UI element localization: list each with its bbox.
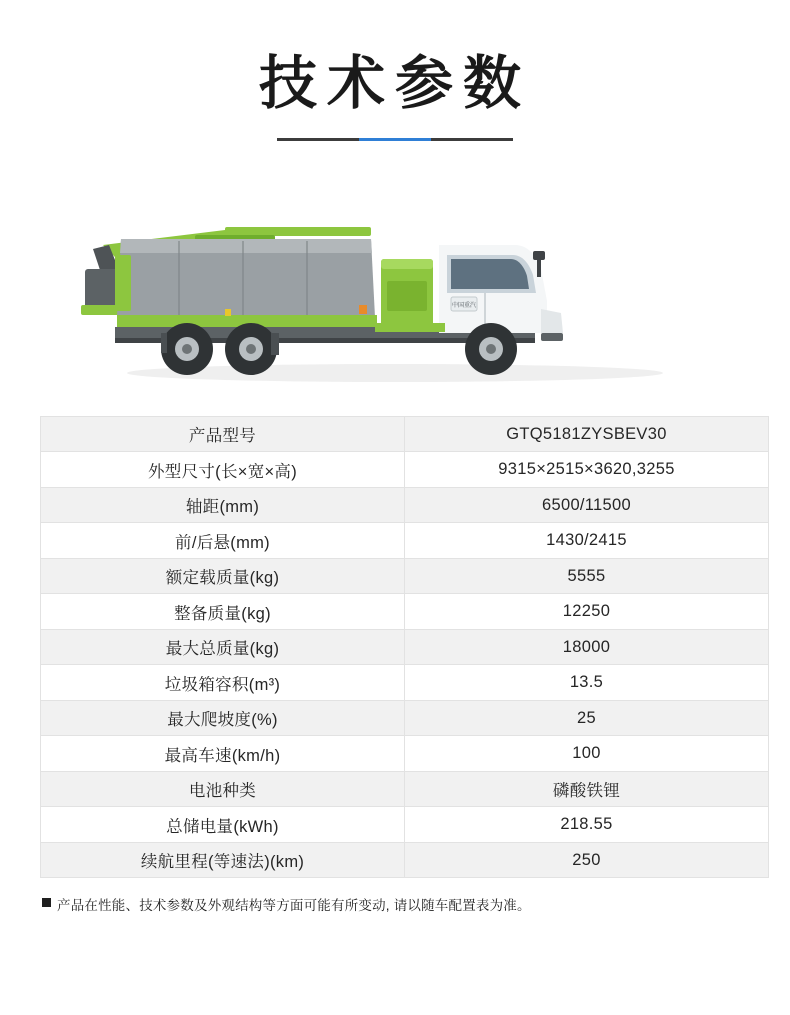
table-row (41, 665, 769, 701)
spec-value: 12250 (405, 594, 769, 630)
spec-value: 250 (405, 842, 769, 878)
spec-value: 100 (405, 736, 769, 772)
spec-key: 最大总质量(kg) (41, 629, 405, 665)
table-row (41, 416, 769, 452)
footnote (42, 894, 748, 914)
truck-illustration (0, 197, 790, 402)
spec-value: 18000 (405, 629, 769, 665)
table-row (41, 771, 769, 807)
spec-value: 磷酸铁锂 (405, 771, 769, 807)
footnote-text: 产品在性能、技术参数及外观结构等方面可能有所变动, 请以随车配置表为准。 (57, 898, 531, 914)
truck-graphic (75, 197, 715, 402)
spec-value: 5555 (405, 558, 769, 594)
spec-table-container (40, 416, 750, 879)
spec-value: 25 (405, 700, 769, 736)
title-divider (277, 138, 513, 141)
spec-key: 垃圾箱容积(m³) (41, 665, 405, 701)
spec-key: 总储电量(kWh) (41, 807, 405, 843)
spec-value: 9315×2515×3620,3255 (405, 452, 769, 488)
table-row (41, 594, 769, 630)
spec-key: 产品型号 (41, 416, 405, 452)
spec-key: 电池种类 (41, 771, 405, 807)
spec-key: 整备质量(kg) (41, 594, 405, 630)
table-row (41, 736, 769, 772)
spec-key: 轴距(mm) (41, 487, 405, 523)
table-row (41, 842, 769, 878)
spec-key: 最大爬坡度(%) (41, 700, 405, 736)
table-row (41, 487, 769, 523)
spec-key: 续航里程(等速法)(km) (41, 842, 405, 878)
spec-value: 1430/2415 (405, 523, 769, 559)
square-bullet-icon (42, 898, 51, 907)
spec-key: 前/后悬(mm) (41, 523, 405, 559)
table-row (41, 807, 769, 843)
spec-key: 外型尺寸(长×宽×高) (41, 452, 405, 488)
spec-value: 13.5 (405, 665, 769, 701)
table-row (41, 629, 769, 665)
svg-text:中国重汽: 中国重汽 (451, 302, 477, 309)
spec-value: GTQ5181ZYSBEV30 (405, 416, 769, 452)
spec-value: 6500/11500 (405, 487, 769, 523)
table-row (41, 558, 769, 594)
page-header (0, 0, 790, 141)
spec-key: 额定载质量(kg) (41, 558, 405, 594)
spec-value: 218.55 (405, 807, 769, 843)
product-image (0, 197, 790, 402)
page-title: 技术参数 (258, 51, 531, 116)
spec-table (40, 416, 769, 879)
spec-key: 最高车速(km/h) (41, 736, 405, 772)
table-row (41, 523, 769, 559)
table-row (41, 700, 769, 736)
table-row (41, 452, 769, 488)
